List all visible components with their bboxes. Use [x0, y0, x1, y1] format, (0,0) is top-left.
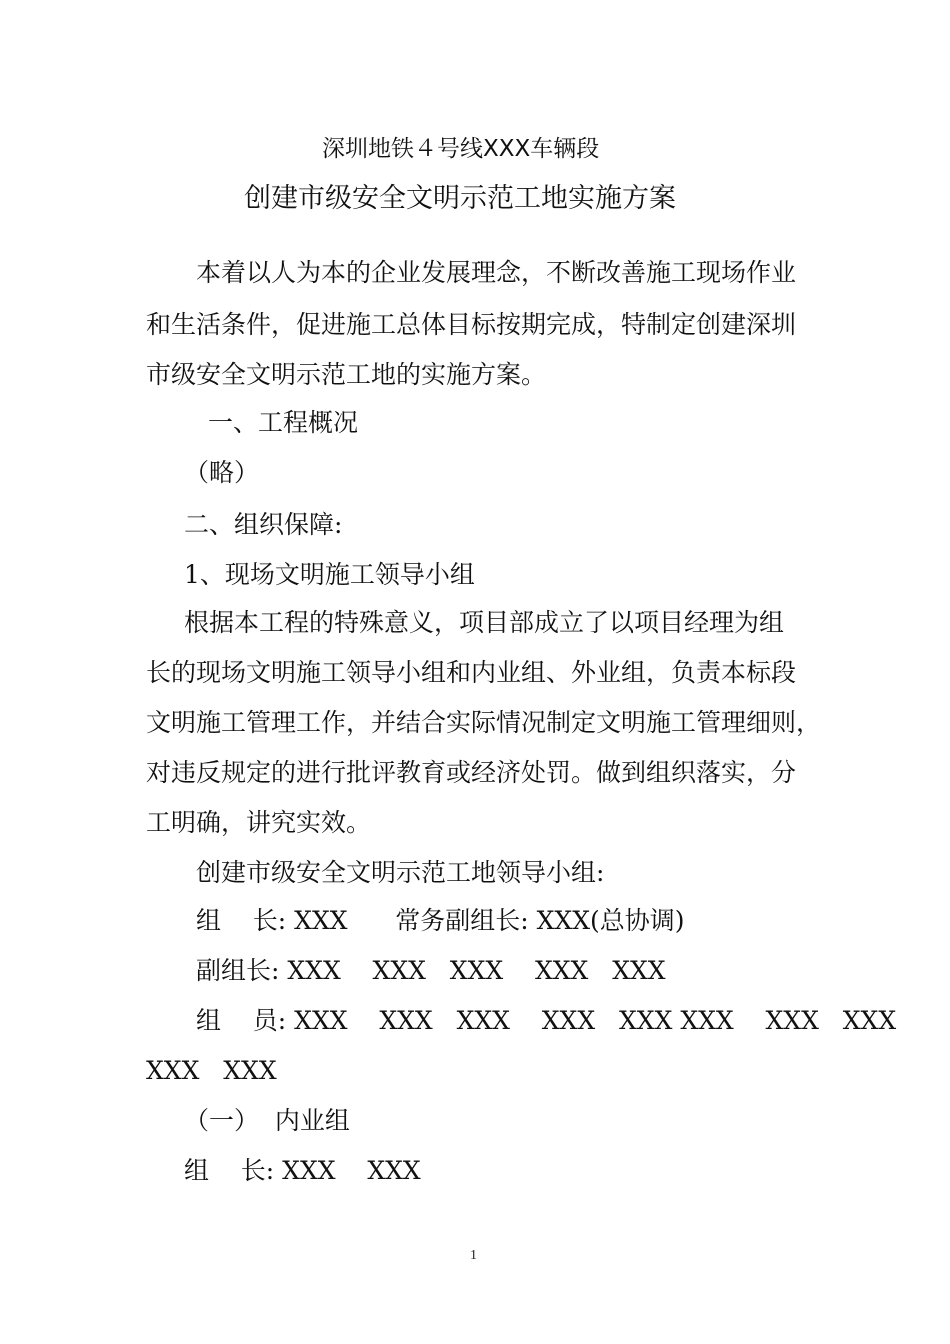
members-line-1: 组 员: XXX XXX XXX XXX XXX XXX XXX XXX — [196, 1006, 897, 1035]
leadership-paragraph-line-1: 根据本工程的特殊意义，项目部成立了以项目经理为组 — [184, 608, 785, 637]
leadership-paragraph-line-5: 工明确，讲究实效。 — [146, 808, 372, 837]
group-leader-line: 组 长: XXX 常务副组长: XXX(总协调) — [196, 906, 685, 935]
deputy-leader-line: 副组长: XXX XXX XXX XXX XXX — [196, 956, 666, 985]
leadership-paragraph-line-4: 对违反规定的进行批评教育或经济处罚。做到组织落实，分 — [146, 758, 797, 787]
leadership-paragraph-line-2: 长的现场文明施工领导小组和内业组、外业组，负责本标段 — [146, 658, 797, 687]
leading-group-title: 创建市级安全文明示范工地领导小组: — [196, 858, 605, 887]
section-heading-overview: 一、工程概况 — [208, 408, 359, 437]
intro-line-3: 市级安全文明示范工地的实施方案。 — [146, 360, 547, 389]
members-line-2: XXX XXX — [146, 1056, 277, 1085]
section-body-omitted: （略） — [184, 458, 260, 487]
document-title-line-1: 深圳地铁４号线XXX车辆段 — [322, 136, 600, 162]
intro-line-2: 和生活条件，促进施工总体目标按期完成，特制定创建深圳 — [146, 310, 797, 339]
subsection-heading-leadership-group: 1、现场文明施工领导小组 — [184, 560, 475, 589]
intro-line-1: 本着以人为本的企业发展理念，不断改善施工现场作业 — [196, 258, 797, 287]
leadership-paragraph-line-3: 文明施工管理工作，并结合实际情况制定文明施工管理细则， — [146, 708, 822, 737]
internal-group-leader-line: 组 长: XXX XXX — [184, 1156, 421, 1185]
document-title-line-2: 创建市级安全文明示范工地实施方案 — [244, 183, 676, 214]
page-number: 1 — [470, 1248, 477, 1263]
section-heading-organization: 二、组织保障: — [184, 510, 343, 539]
internal-group-heading: （一） 内业组 — [184, 1106, 350, 1135]
